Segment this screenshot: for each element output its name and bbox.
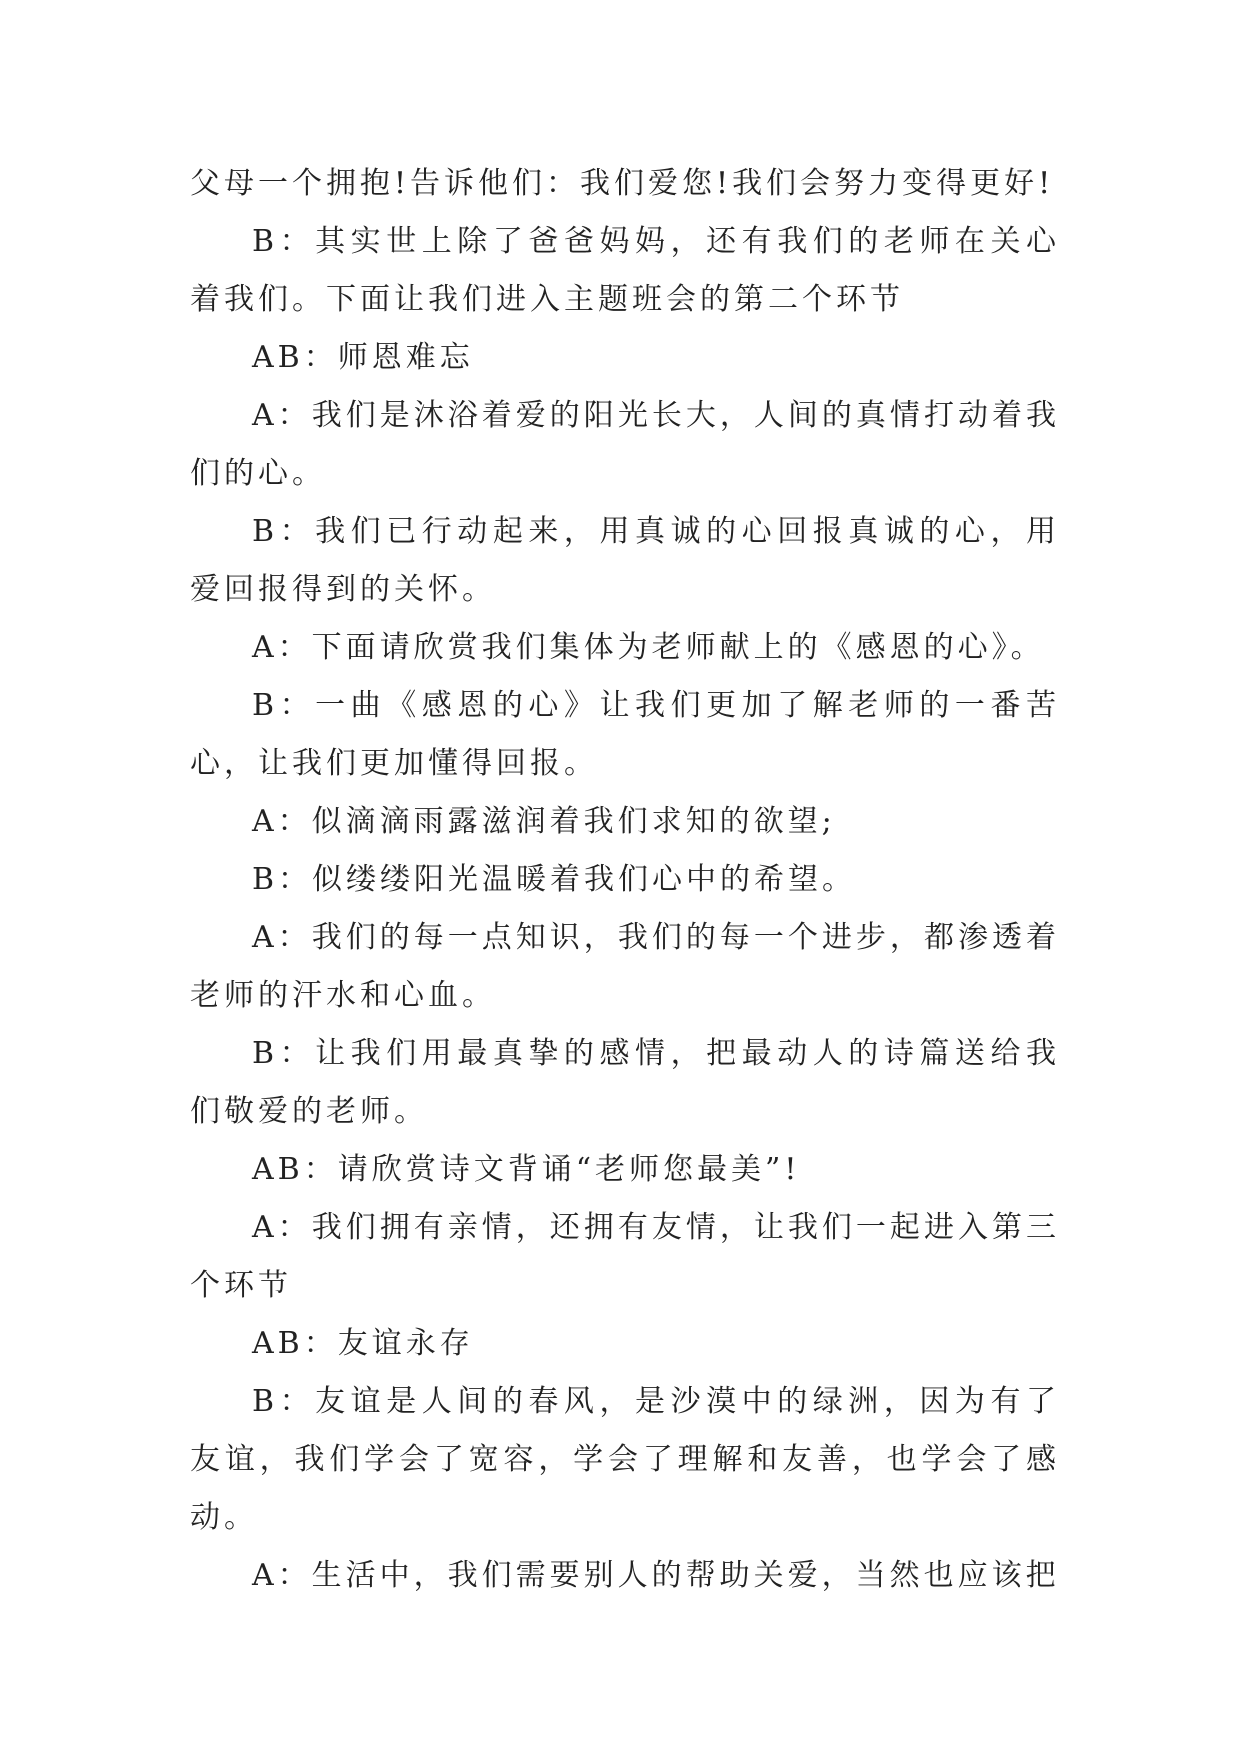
paragraph: A：下面请欣赏我们集体为老师献上的《感恩的心》。 xyxy=(252,630,1045,665)
document-body xyxy=(190,155,1060,1605)
paragraph: AB：师恩难忘 xyxy=(252,340,474,375)
paragraph: A：我们是沐浴着爱的阳光长大，人间的真情打动着我们的心。 xyxy=(190,398,1060,491)
paragraph: 父母一个拥抱!告诉他们：我们爱您!我们会努力变得更好! xyxy=(190,166,1055,201)
paragraph: A：我们拥有亲情，还拥有友情，让我们一起进入第三个环节 xyxy=(190,1210,1060,1303)
paragraph: B：让我们用最真挚的感情，把最动人的诗篇送给我们敬爱的老师。 xyxy=(190,1036,1060,1129)
paragraph: B：其实世上除了爸爸妈妈，还有我们的老师在关心着我们。下面让我们进入主题班会的第二个环节 xyxy=(190,224,1060,317)
paragraph: B：我们已行动起来，用真诚的心回报真诚的心，用爱回报得到的关怀。 xyxy=(190,514,1060,607)
paragraph: A：生活中，我们需要别人的帮助关爱，当然也应该把 xyxy=(252,1558,1060,1593)
paragraph: B：似缕缕阳光温暖着我们心中的希望。 xyxy=(252,862,857,897)
paragraph: AB：友谊永存 xyxy=(252,1326,474,1361)
paragraph: B：一曲《感恩的心》让我们更加了解老师的一番苦心，让我们更加懂得回报。 xyxy=(190,688,1060,781)
paragraph: B：友谊是人间的春风，是沙漠中的绿洲，因为有了友谊，我们学会了宽容，学会了理解和友善，也学会了感动。 xyxy=(190,1384,1060,1535)
paragraph: A：似滴滴雨露滋润着我们求知的欲望; xyxy=(252,804,836,839)
paragraph: A：我们的每一点知识，我们的每一个进步，都渗透着老师的汗水和心血。 xyxy=(190,920,1060,1013)
paragraph: AB：请欣赏诗文背诵“老师您最美”! xyxy=(252,1152,801,1187)
